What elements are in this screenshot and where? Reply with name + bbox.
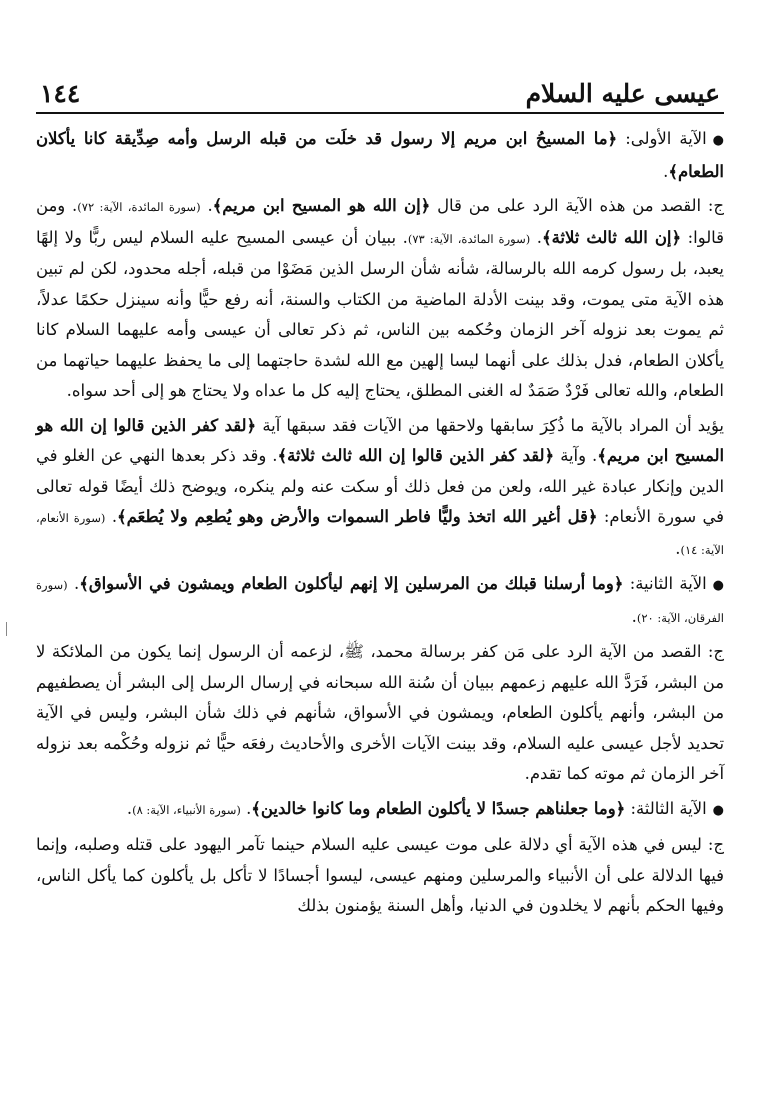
quran-verse: ﴿لقد كفر الذين قالوا إن الله ثالث ثلاثة﴾ — [277, 446, 555, 465]
verse-reference: (سورة الفرقان، الآية: ٢٠) — [36, 578, 724, 625]
bullet-icon: ● — [712, 578, 725, 593]
paragraph-text: الآية الثانية: — [623, 574, 707, 593]
quran-verse: ﴿إن الله ثالث ثلاثة﴾ — [541, 227, 682, 247]
paragraph-text: . — [530, 227, 542, 247]
paragraph-text: . — [663, 161, 669, 181]
bullet-icon: ● — [712, 802, 724, 818]
verse-reference: (سورة المائدة، الآية: ٧٢) — [77, 200, 201, 214]
paragraph-text: . وقد ذكر بعدها النهي عن الغلو في الدين وإنكار عبادة غير الله، ولعن من فعل ذلك أو سكت عنه ولم ينكره، ويوضح ذلك أيضًا قوله تعالى في سورة الأنعام: — [36, 446, 725, 526]
page-number: ١٤٤ — [40, 79, 81, 108]
quran-verse: ﴿إن الله هو المسيح ابن مريم﴾ — [212, 196, 431, 215]
paragraph-text: . — [126, 798, 133, 818]
paragraph — [36, 637, 724, 790]
verse-reference: (سورة المائدة، الآية: ٧٣) — [407, 231, 531, 246]
quran-verse: ﴿ما المسيحُ ابن مريم إلا رسول قد خلَت من قبله الرسل وأمه صِدِّيقة كانا يأكلان الطعام﴾ — [36, 129, 724, 181]
paragraph — [36, 569, 724, 633]
paragraph-text: . — [240, 798, 252, 818]
paragraph — [36, 124, 724, 187]
paragraph-text: الآية الأولى: — [617, 129, 707, 148]
paragraph-text: ج: ليس في هذه الآية أي دلالة على موت عيسى عليه السلام حينما تآمر اليهود على قتله وصلبه، وإنما فيها الدلالة على أن الأنبياء والمرسلين ومنهم عيسى، ليسوا أجسادًا لا تأكل بل يأكلون كما يأكل الناس، وفيها الحكم بأنهم لا يخلدون في الدنيا، وأهل السنة يؤمنون بذلك — [36, 835, 724, 915]
paragraph-text: . — [105, 507, 118, 526]
paragraph — [36, 411, 724, 566]
bullet-icon: ● — [712, 133, 724, 148]
paragraph-text: . — [631, 606, 637, 626]
paragraph-text: الآية الثالثة: — [625, 798, 707, 818]
paragraph — [36, 191, 724, 407]
paragraph — [36, 830, 724, 922]
paragraph — [36, 794, 724, 827]
paragraph-text: . — [200, 196, 213, 215]
paragraph-text: . ببيان أن عيسى المسيح عليه السلام ليس ربًّا ولا إلهًا يعبد، بل رسول كرمه الله بالرسالة، شأنه شأن الرسل الذين مَضَوْا من قبله، أجله محدود، لكن لم تبين هذه الآية متى يموت، وقد بينت الأدلة الماضية من الكتاب والسنة، أنه رفع حيًّا وأنه سينزل حكمًا عدلاً، ثم يموت بعد نزوله آخر الزمان وحُكمه بين الناس، ثم ذكر تعالى أن عيسى وأمه عليهما السلام كانا يأكلان الطعام، فدل بذلك على أنهما ليسا إلهين مع الله لشدة حاجتهما إلى ما يحفظ عليهما حياتهما من الطعام، والله تعالى فَرْدٌ صَمَدٌ له الغنى المطلق، يحتاج إليه كل ما عداه ولا يحتاج هو إلى أحد سواه. — [36, 227, 724, 400]
paragraph-text: ج: القصد من الآية الرد على مَن كفر برسالة محمد، ﷺ، لزعمه أن الرسول إنما يكون من الملائكة لا من البشر، فَرَدَّ الله عليهم زعمهم ببيان أن سُنة الله سبحانه في إرسال الرسل إلى البشر أن يصطفيهم من البشر، وأنهم يأكلون الطعام، ويمشون في الأسواق، شأنهم في ذلك شأن البشر، وليس في الآية تحديد لأجل عيسى عليه السلام، وقد بينت الآيات الأخرى والأحاديث رفعَه حيًّا ثم نزوله وحُكْمه بعد نزوله آخر الزمان ثم موته كما تقدم. — [36, 642, 724, 783]
paragraph-text: ج: القصد من هذه الآية الرد على من قال — [430, 196, 725, 215]
quran-verse: ﴿وما أرسلنا قبلك من المرسلين إلا إنهم ليأكلون الطعام ويمشون في الأسواق﴾ — [79, 574, 624, 593]
page-body — [36, 124, 724, 922]
quran-verse: ﴿وما جعلناهم جسدًا لا يأكلون الطعام وما كانوا خالدين﴾ — [251, 798, 626, 818]
chapter-title: عيسى عليه السلام — [525, 79, 720, 108]
quran-verse: ﴿لقد كفر الذين قالوا إن الله هو المسيح ابن مريم﴾ — [36, 415, 725, 465]
verse-reference: (سورة الأنعام، الآية: ١٤) — [36, 511, 724, 557]
paragraph-text: يؤيد أن المراد بالآية ما ذُكِرَ سابقها ولاحقها من الآيات فقد سبقها آية — [256, 415, 724, 435]
paragraph-text: . — [67, 574, 80, 593]
verse-reference: (سورة الأنبياء، الآية: ٨) — [132, 802, 241, 817]
quran-verse: ﴿قل أغير الله اتخذ وليًّا فاطر السموات والأرض وهو يُطعِم ولا يُطعَم﴾ — [117, 507, 598, 526]
paragraph-text: . وآية — [554, 446, 598, 465]
margin-mark — [6, 622, 7, 636]
paragraph-text: . ومن قالوا: — [36, 196, 725, 247]
page-header — [36, 70, 724, 114]
paragraph-text: . — [675, 538, 681, 558]
